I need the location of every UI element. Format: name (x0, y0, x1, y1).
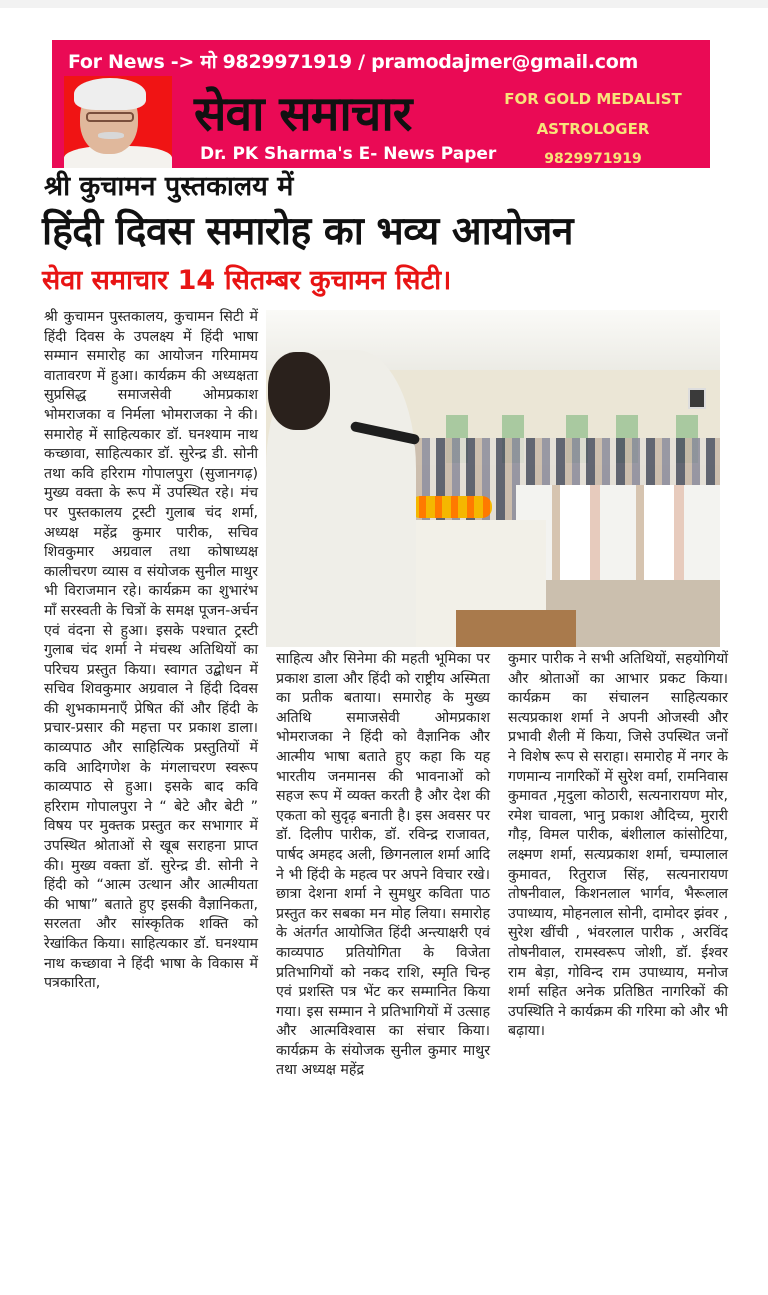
column-2-text: साहित्य और सिनेमा की महती भूमिका पर प्रकाश डाला और हिंदी को राष्ट्रीय अस्मिता का प्रतीक बताया। समारोह के मुख्य अतिथि समाजसेवी ओमप्रकाश भोमराजका ने हिंदी को वैज्ञानिक और आत्मीय भाषा बताते हुए कहा कि यह भारतीय जनमानस की भावनाओं को सहज रूप में व्यक्त करती है और देश की एकता को सुदृढ़ बनाती है। इस अवसर पर डॉ. दिलीप पारीक, डॉ. रविन्द्र राजावत, पार्षद अमहद अली, छिगनलाल शर्मा आदि ने भी हिंदी के महत्व पर अपने विचार रखे। छात्रा देशना शर्मा ने सुमधुर कविता पाठ प्रस्तुत कर सबका मन मोह लिया। समारोह के अंतर्गत आयोजित हिंदी अन्त्याक्षरी एवं काव्यपाठ प्रतियोगिता के विजेता प्रतिभागियों को नकद राशि, स्मृति चिन्ह एवं प्रशस्ति पत्र भेंट कर सम्मानित किया गया। इस सम्मान ने प्रतिभागियों में उत्साह और आत्मविश्वास का संचार किया। कार्यक्रम के संयोजक सुनील कुमार माथुर तथा अध्यक्ष महेंद्र (276, 651, 490, 1079)
article-column-2 (276, 650, 490, 1081)
portrait-moustache (98, 132, 124, 139)
newspaper-name: सेवा समाचार (194, 86, 412, 142)
portrait-hair (74, 78, 146, 110)
photo-table (456, 610, 576, 647)
article-kicker: श्री कुचामन पुस्तकालय में (44, 171, 294, 202)
article-dateline: सेवा समाचार 14 सितम्बर कुचामन सिटी। (42, 265, 452, 296)
photo-front-row (516, 485, 720, 585)
column-3-text: कुमार पारीक ने सभी अतिथियों, सहयोगियों और श्रोताओं का आभार प्रकट किया। कार्यक्रम का संचालन साहित्यकार सत्यप्रकाश शर्मा ने अपनी ओजस्वी और प्रभावी शैली में किया, जिसे उपस्थित जनों ने विशेष रूप से सराहा। समारोह में नगर के गणमान्य नागरिकों में सुरेश वर्मा, रामनिवास कुमावत ,मृदुला कोठारी, सत्यनारायण मोर, रमेश चावला, भानु प्रकाश औदिच्य, मुरारी गौड़, विमल पारीक, बंशीलाल कांसोटिया, लक्ष्मण शर्मा, सत्यप्रकाश शर्मा, चम्पालाल कुमावत, रितुराज सिंह, सत्यनारायण तोषनीवाल, किशनलाल भार्गव, भैरूलाल उपाध्याय, मोहनलाल सोनी, दामोदर झंवर , सुरेश खींची , भंवरलाल पारीक , अरविंद तोषनीवाल, रामस्वरूप जोशी, डॉ. ईश्वर राम बेड़ा, गोविन्द राम उपाध्याय, मनोज शर्मा सहित अनेक प्रतिष्ठित नागरिकों की उपस्थिति ने कार्यक्रम की गरिमा को और भी बढ़ाया। (508, 651, 728, 1040)
photo-flower-garland (410, 496, 492, 518)
newspaper-subtitle: Dr. PK Sharma's E- News Paper (200, 144, 497, 164)
article-column-1 (44, 308, 258, 994)
column-1-text: श्री कुचामन पुस्तकालय, कुचामन सिटी में हिंदी दिवस के उपलक्ष्य में हिंदी भाषा सम्मान समारोह का आयोजन गरिमामय वातावरण में हुआ। कार्यक्रम की अध्यक्षता सुप्रसिद्ध समाजसेवी ओमप्रकाश भोमराजका व निर्मला भोमराजका ने की। समारोह में साहित्यकार डॉ. घनश्याम नाथ कच्छावा, साहित्यकार डॉ. सुरेन्द्र डी. सोनी तथा कवि हरिराम गोपालपुरा (सुजानगढ़) मुख्य वक्ता के रूप में उपस्थित रहे। मंच पर पुस्तकालय ट्रस्टी गुलाब चंद शर्मा, अध्यक्ष महेंद्र कुमार पारीक, सचिव शिवकुमार अग्रवाल तथा कोषाध्यक्ष कालीचरण व्यास व संयोजक सुनील माथुर भी विराजमान रहे। कार्यक्रम का शुभारंभ माँ सरस्वती के चित्रों के समक्ष पूजन-अर्चन एवं वंदना से हुआ। इसके पश्चात ट्रस्टी गुलाब चंद शर्मा ने मंचस्थ अतिथियों का परिचय प्रस्तुत किया। स्वागत उद्बोधन में सचिव शिवकुमार अग्रवाल ने हिंदी दिवस की शुभकामनाएँ प्रेषित कीं और हिंदी के प्रचार-प्रसार की महत्ता पर प्रकाश डाला। काव्यपाठ और साहित्यिक प्रस्तुतियों में कवि आदिगणेश के मंगलाचरण स्वरूप काव्यपाठ से हुआ। इसके बाद कवि हरिराम गोपालपुरा ने “ बेटे और बेटी ” विषय पर मुक्तक प्रस्तुत कर सभागार में उपस्थित श्रोताओं से खूब सराहना प्राप्त की। मुख्य वक्ता डॉ. सुरेन्द्र डी. सोनी ने हिंदी को “आत्म उत्थान और आत्मीयता की भाषा” बताते हुए इसकी वैज्ञानिकता, सरलता और सांस्कृतिक शक्ति को रेखांकित किया। साहित्यकार डॉ. घनश्याम नाथ कच्छावा ने हिंदी भाषा के विकास में पत्रकारिता, (44, 309, 258, 992)
article-headline: हिंदी दिवस समारोह का भव्य आयोजन (42, 209, 574, 254)
photo-wall-portrait (688, 388, 706, 409)
article-column-3 (508, 650, 728, 1042)
astrologer-ad-line2: ASTROLOGER (536, 120, 650, 138)
event-photo (266, 310, 720, 647)
astrologer-phone: 9829971919 (544, 151, 642, 167)
editor-portrait (64, 76, 172, 168)
astrologer-ad-line1: FOR GOLD MEDALIST (504, 90, 682, 108)
astrologer-ad (488, 84, 698, 168)
newspaper-page (0, 8, 768, 1295)
contact-line: For News -> मो 9829971919 / pramodajmer@gmail.com (68, 51, 639, 73)
photo-speaker-head (268, 352, 330, 430)
masthead-banner (52, 40, 710, 168)
portrait-glasses (86, 112, 134, 122)
